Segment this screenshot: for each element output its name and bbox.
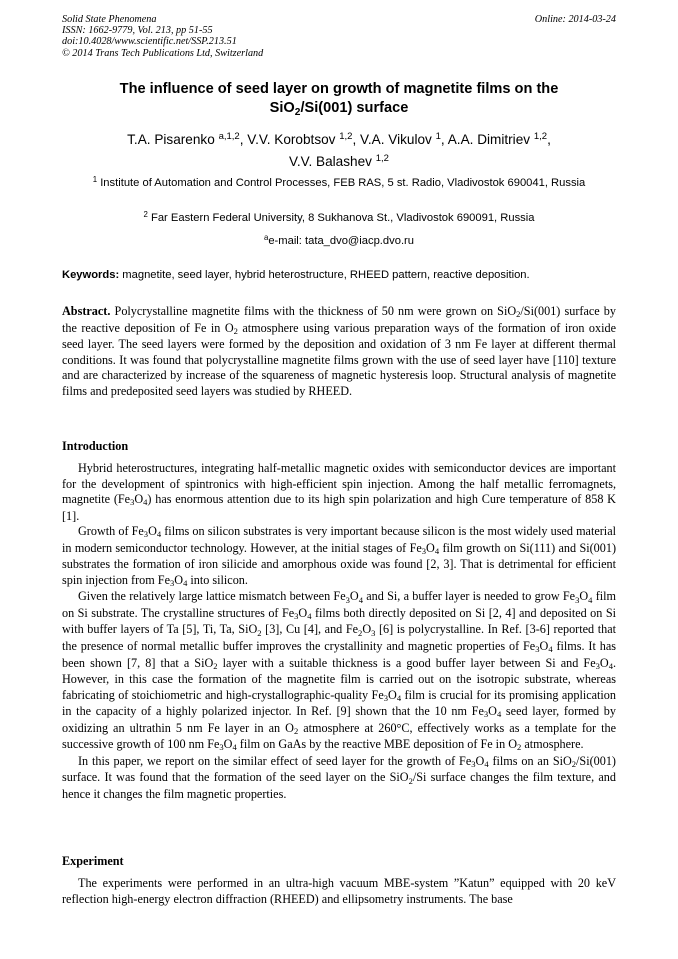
author: A.A. Dimitriev $^{1,2}$, [447, 130, 551, 147]
author-email: $^a$e-mail: tata_dvo@iacp.dvo.ru [263, 232, 415, 247]
abstract-paragraph: Abstract. Polycrystalline magnetite films with the thickness of 50 nm were grown on SiO$_2$/Si(001) surface by the reactive deposition of Fe in $O_2$ atmosphere using various preparation ways of the formation of iron oxide seed layer. The seed layers were formed by the deposition and oxidation of 3 nm Fe layer at different thermal conditions. It was found that polycrystalline magnetite films grown with the use of seed layer have [110] texture and are characterized by increase of the squareness of magnetic hysteresis loop. Structural analysis of magnetite films and predeposited seed layers was studied by RHEED. [62, 304, 617, 398]
experiment-heading: Experiment [62, 854, 124, 868]
author-list [40, 130, 638, 174]
journal-copyright: © 2014 Trans Tech Publications Ltd, Switzerland [62, 47, 264, 59]
journal-header [62, 14, 616, 59]
intro-paragraph-4: In this paper, we report on the similar effect of seed layer for the growth of $Fe_3O_4$ films on an SiO$_2$/Si(001) surface. It was found that the formation of the seed layer on the SiO$_2$/Si surface changes the film texture, and hence it changes the film magnetic properties. [62, 753, 616, 801]
intro-paragraph-1: Hybrid heterostructures, integrating half-metallic magnetic oxides with semiconductor devices are important for the development of spintronics with high-efficient spin injection. Among the half metallic ferromagnets, magnetite $(Fe_3O_4)$ has enormous attention due to its high spin polarization and high Cure temperature of 858 K [1]. [62, 461, 616, 523]
introduction-body [62, 461, 616, 802]
author: V.A. Vikulov $^1$, [360, 130, 448, 147]
experiment-paragraph-1: The experiments were performed in an ultra-high vacuum MBE-system ”Katun” equipped with 20 keV reflection high-energy electron diffraction (RHEED) and ellipsometry instruments. The base [62, 876, 616, 906]
journal-doi: doi:10.4028/www.scientific.net/SSP.213.51 [62, 36, 237, 48]
intro-paragraph-2: Growth of $Fe_3O_4$ films on silicon substrates is very important because silicon is the most widely used material in modern semiconductor technology. However, at the initial stages of $Fe_3O_4$ film growth on Si(111) and Si(001) substrates the formation of iron silicide and amorphous oxide was found [2, 3]. That is detrimental for efficient spin injection from $Fe_3O_4$ into silicon. [62, 524, 617, 588]
journal-issn: ISSN: 1662-9779, Vol. 213, pp 51-55 [62, 25, 213, 37]
keywords [62, 268, 616, 282]
online-date: Online: 2014-03-24 [534, 14, 616, 25]
author: T.A. Pisarenko $^{a,1,2}$, [127, 130, 248, 147]
title-line-2: SiO$_2$/Si(001) surface [269, 100, 409, 118]
affiliation-2: $^2$ Far Eastern Federal University, 8 Sukhanova St., Vladivostok 690091, Russia [143, 209, 535, 224]
keywords-text: magnetite, seed layer, hybrid heterostructure, RHEED pattern, reactive deposition. [119, 269, 530, 281]
keywords-label: Keywords: [62, 269, 120, 281]
paper-title [40, 80, 638, 119]
intro-paragraph-3: Given the relatively large lattice mismatch between $Fe_3O_4$ and Si, a buffer layer is needed to grow $Fe_3O_4$ film on Si substrate. The crystalline structures of $Fe_3O_4$ films both directly deposited on Si [2, 4] and deposited on Si with buffer layers of Ta [5], Ti, Ta, SiO$_2$ [3], Cu [4], and $Fe_2O_3$ [6] is polycrystalline. In Ref. [3-6] reported that the presence of normal metallic buffer improves the crystallinity and magnetic properties of $Fe_3O_4$ films. It has been shown [7, 8] that a SiO$_2$ layer with a suitable thickness is a good buffer layer between Si and $Fe_3O_4$. However, in this case the formation of the magnetite film is carried out on the isotropic substrate, whereas fabricating of stoichiometric and high-crystallographic-quality $Fe_3O_4$ film is crucial for its promising application in the capacity of a highly polarized injector. In Ref. [9] shown that the 10 nm $Fe_3O_4$ seed layer, formed by oxidizing an ultrathin 5 nm Fe layer in an $O_2$ atmosphere at 260°C, effectively works as a template for the successive growth of 100 nm $Fe_3O_4$ film on GaAs by the reactive MBE deposition of Fe in $O_2$ atmosphere. [62, 589, 617, 753]
journal-name: Solid State Phenomena [62, 14, 157, 25]
introduction-heading: Introduction [62, 439, 129, 453]
author: V.V. Korobtsov $^{1,2}$, [247, 130, 361, 147]
title-line-1: The influence of seed layer on growth of magnetite films on the [119, 81, 559, 97]
author: V.V. Balashev $^{1,2}$ [289, 152, 389, 169]
abstract [62, 304, 616, 399]
affiliation-1: $^1$ Institute of Automation and Control Processes, FEB RAS, 5 st. Radio, Vladivostok 690041, Russia [92, 174, 586, 189]
experiment-body [62, 876, 616, 907]
